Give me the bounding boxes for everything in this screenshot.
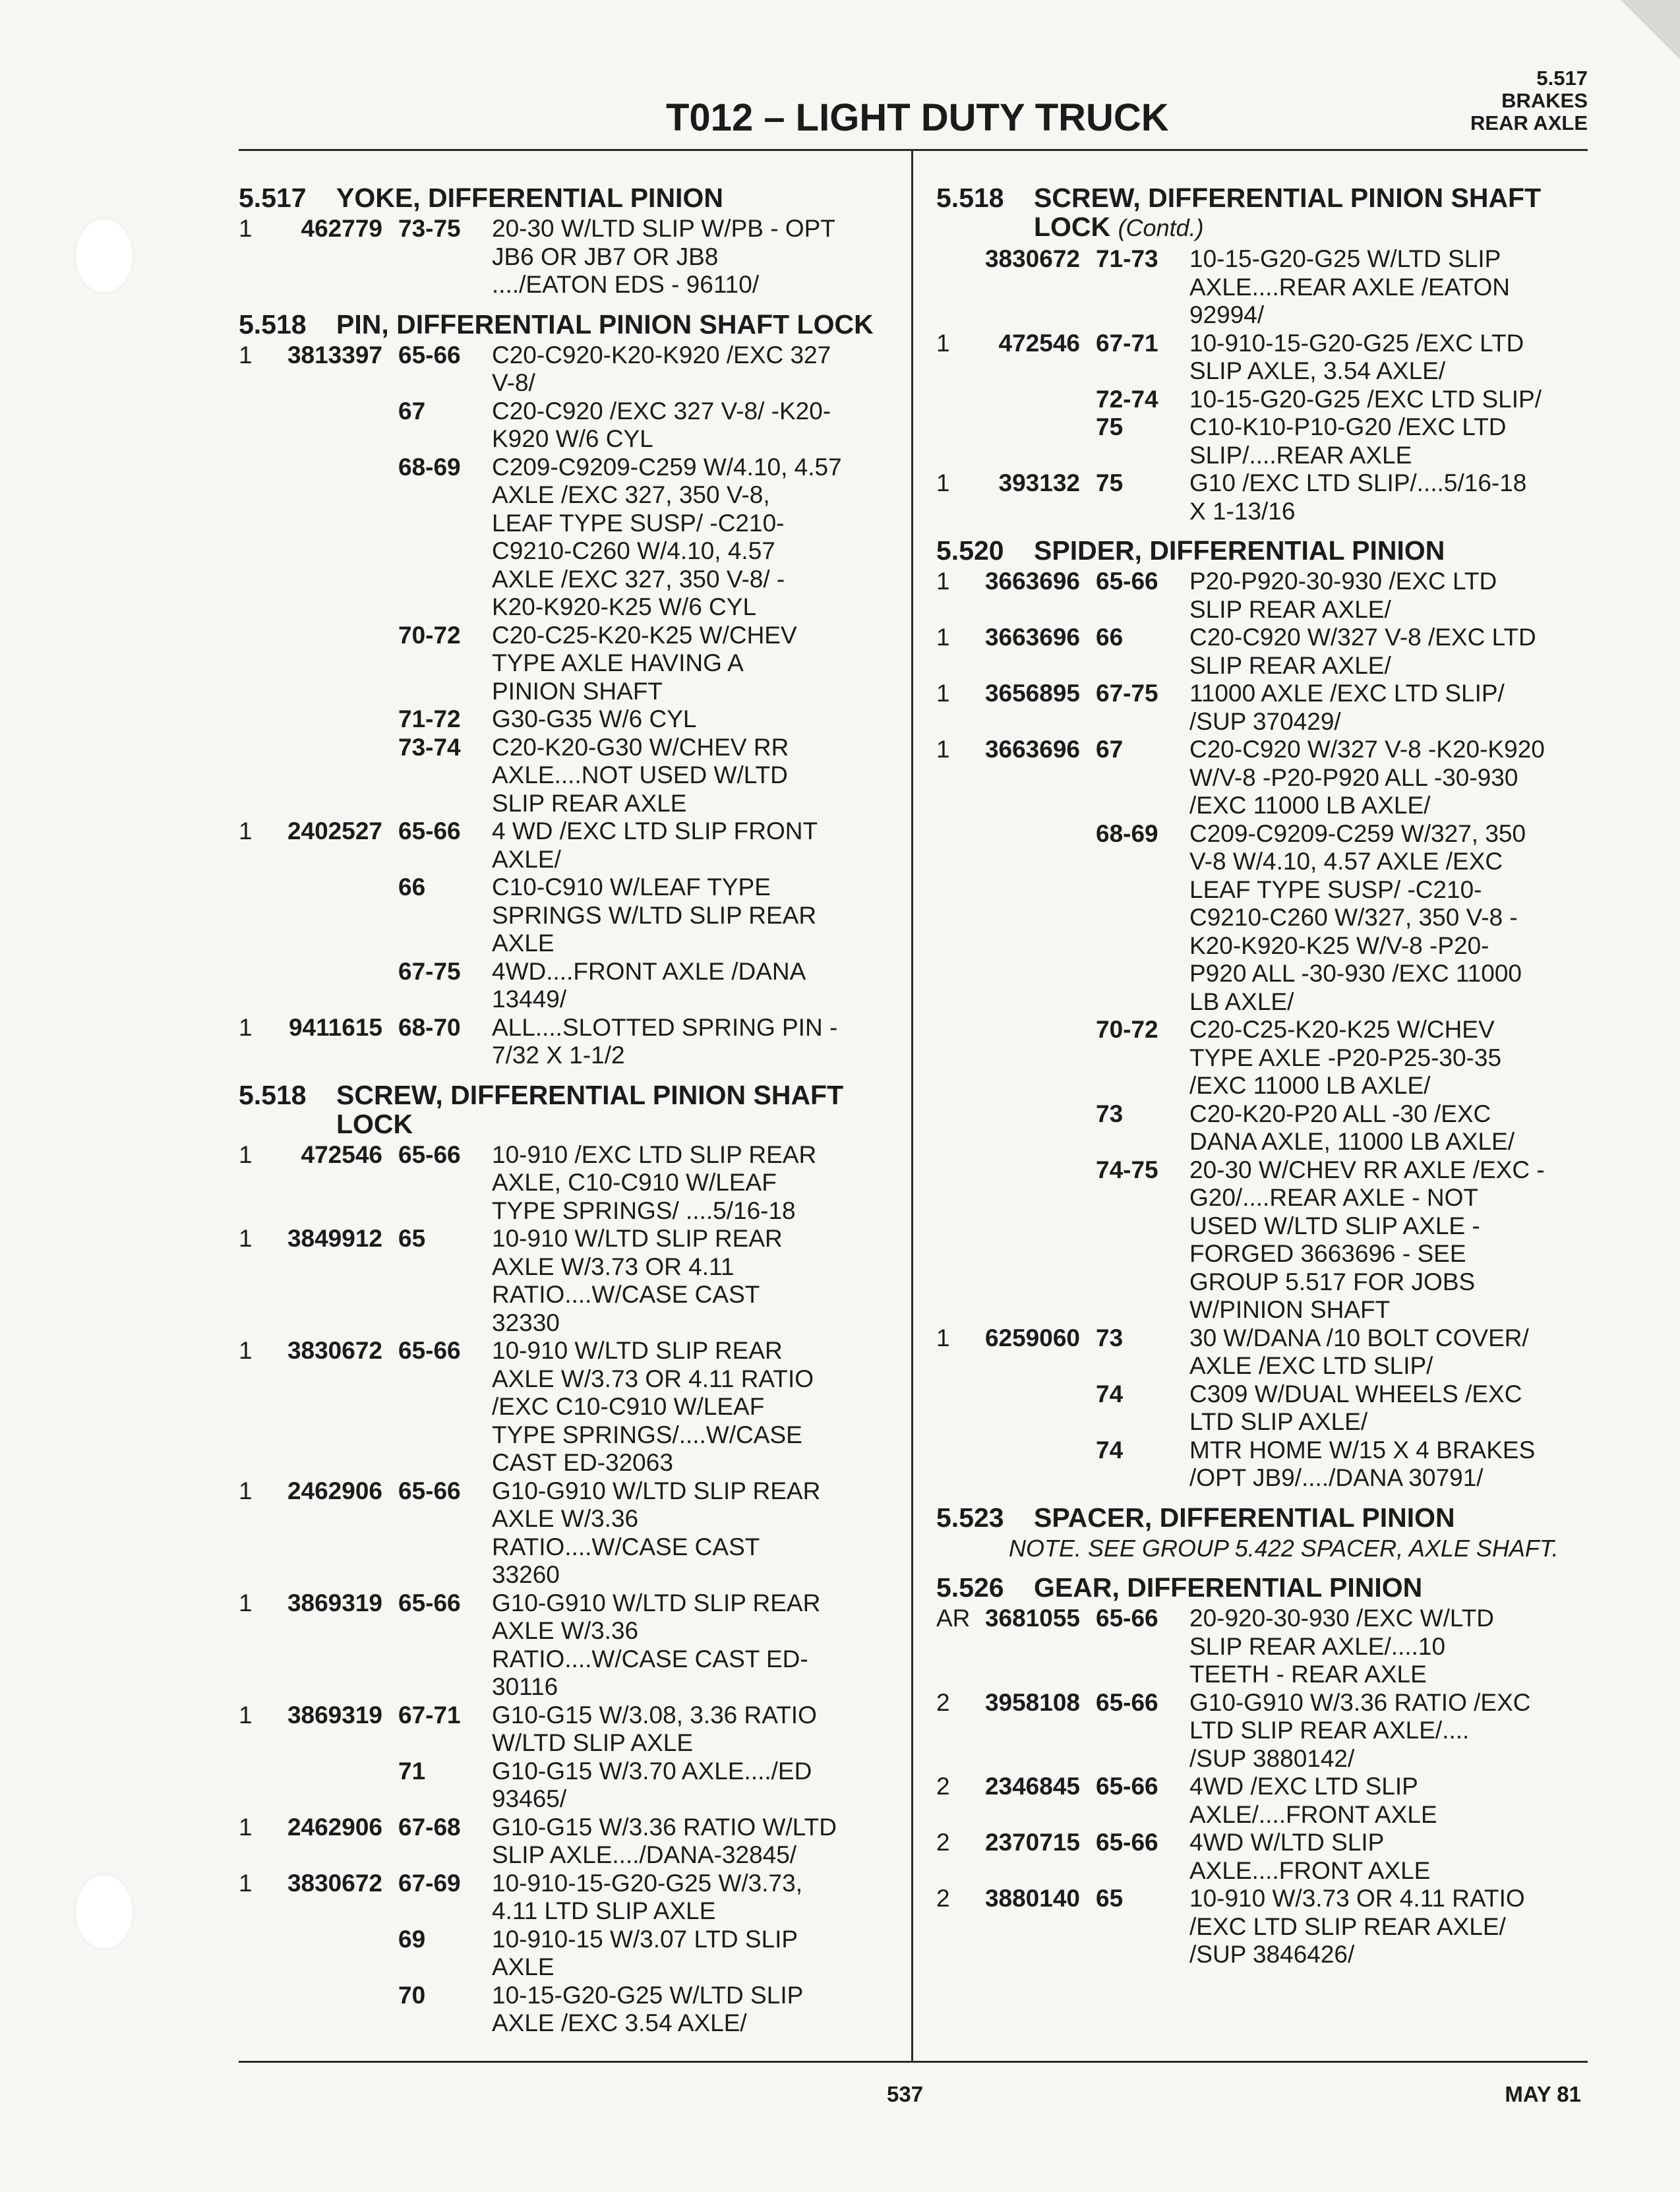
part-description: 10-15-G20-G25 W/LTD SLIP AXLE /EXC 3.54 AXLE/: [492, 1981, 804, 2036]
right-column: [936, 183, 1589, 1980]
part-number: 472546: [301, 1140, 382, 1168]
footer-rule: [239, 2061, 1588, 2063]
part-row: [239, 341, 905, 398]
model-years: 74: [1096, 1380, 1124, 1407]
parts-section: [239, 1081, 905, 2038]
part-row: [936, 245, 1589, 330]
part-description: C10-K10-P10-G20 /EXC LTD SLIP/....REAR AXLE: [1189, 413, 1507, 469]
part-description: C209-C9209-C259 W/4.10, 4.57 AXLE /EXC 327, 350 V-8, LEAF TYPE SUSP/ -C210- C9210-C260 W/4.10, 4.57 AXLE /EXC 327, 350 V-8/ - K20-K920-K25 W/6 CYL: [492, 453, 842, 620]
model-years: 67: [398, 397, 426, 425]
model-years: 70-72: [1096, 1016, 1158, 1043]
part-row: [239, 1702, 905, 1758]
model-years: 66: [1096, 624, 1124, 651]
part-number: 3830672: [287, 1337, 382, 1364]
section-title-text: SCREW, DIFFERENTIAL PINION SHAFT LOCK: [336, 1079, 844, 1139]
part-number: 393132: [998, 469, 1080, 496]
model-years: 75: [1096, 469, 1124, 496]
section-heading: [239, 310, 905, 339]
section-number: 5.518: [239, 309, 307, 340]
part-number: 462779: [301, 215, 382, 242]
part-quantity: 1: [239, 1477, 253, 1504]
part-description: C20-K20-G30 W/CHEV RR AXLE....NOT USED W/LTD SLIP REAR AXLE: [492, 733, 789, 817]
part-description: C20-C920-K20-K920 /EXC 327 V-8/: [492, 341, 831, 396]
part-number: 3813397: [287, 341, 382, 369]
model-years: 65: [398, 1225, 426, 1252]
binder-hole-top: [74, 218, 135, 294]
model-years: 67-75: [1096, 680, 1158, 707]
part-row: [239, 874, 905, 958]
part-description: G30-G35 W/6 CYL: [492, 705, 697, 732]
part-quantity: 1: [239, 1701, 253, 1729]
parts-section: [936, 1503, 1589, 1563]
part-quantity: 1: [239, 817, 253, 844]
part-description: C20-C25-K20-K25 W/CHEV TYPE AXLE HAVING A PINION SHAFT: [492, 621, 797, 705]
section-heading: [239, 183, 905, 212]
model-years: 65-66: [1096, 568, 1158, 595]
part-quantity: 1: [936, 329, 950, 357]
model-years: 65-66: [398, 1140, 461, 1168]
part-description: 10-15-G20-G25 W/LTD SLIP AXLE....REAR AXLE /EATON 92994/: [1189, 245, 1510, 328]
part-row: [936, 1689, 1589, 1773]
part-quantity: 1: [936, 1324, 950, 1351]
section-title: [1034, 1573, 1589, 1602]
section-title: [1034, 536, 1589, 565]
part-description: 20-920-30-930 /EXC W/LTD SLIP REAR AXLE/....10 TEETH - REAR AXLE: [1189, 1605, 1495, 1688]
part-quantity: AR: [936, 1605, 971, 1632]
part-quantity: 1: [936, 624, 950, 651]
section-heading: [936, 536, 1589, 565]
part-row: [936, 1437, 1589, 1493]
model-years: 73-75: [398, 215, 461, 242]
part-quantity: 2: [936, 1773, 950, 1800]
part-number: 2346845: [984, 1773, 1080, 1800]
part-description: 10-910 /EXC LTD SLIP REAR AXLE, C10-C910 W/LEAF TYPE SPRINGS/ ....5/16-18: [492, 1140, 817, 1224]
part-description: 10-910-15-G20-G25 /EXC LTD SLIP AXLE, 3.54 AXLE/: [1189, 329, 1524, 384]
part-number: 3958108: [984, 1688, 1080, 1716]
part-description: G10 /EXC LTD SLIP/....5/16-18 X 1-13/16: [1189, 469, 1527, 525]
part-row: [936, 469, 1589, 525]
model-years: 65-66: [398, 341, 461, 369]
section-heading: [936, 1573, 1589, 1602]
section-number: 5.526: [936, 1572, 1004, 1603]
model-years: 66: [398, 874, 426, 901]
model-years: 65-66: [398, 1337, 461, 1364]
section-title: [336, 1081, 905, 1139]
section-title: [1034, 183, 1589, 243]
part-description: ALL....SLOTTED SPRING PIN - 7/32 X 1-1/2: [492, 1013, 838, 1069]
part-number: 2370715: [984, 1829, 1080, 1856]
part-description: 4WD /EXC LTD SLIP AXLE/....FRONT AXLE: [1189, 1773, 1437, 1828]
part-row: [936, 680, 1589, 736]
column-divider: [911, 150, 913, 2061]
part-row: [239, 1758, 905, 1814]
part-row: [239, 1477, 905, 1589]
section-title-text: SCREW, DIFFERENTIAL PINION SHAFT LOCK: [1034, 183, 1542, 242]
model-years: 65-66: [398, 1477, 461, 1504]
part-quantity: 1: [239, 1225, 253, 1252]
part-row: [936, 1016, 1589, 1100]
section-title-text: YOKE, DIFFERENTIAL PINION: [336, 183, 723, 213]
part-description: G10-G15 W/3.08, 3.36 RATIO W/LTD SLIP AXLE: [492, 1701, 817, 1756]
model-years: 74-75: [1096, 1156, 1158, 1183]
part-number: 2462906: [287, 1813, 382, 1841]
model-years: 68-69: [398, 453, 461, 481]
part-row: [239, 1014, 905, 1070]
part-row: [239, 398, 905, 454]
part-description: 10-910-15 W/3.07 LTD SLIP AXLE: [492, 1925, 798, 1980]
model-years: 67: [1096, 736, 1124, 763]
part-quantity: 1: [936, 568, 950, 595]
part-description: 4WD....FRONT AXLE /DANA 13449/: [492, 957, 806, 1013]
model-years: 65-66: [1096, 1773, 1158, 1800]
part-description: 10-910 W/LTD SLIP REAR AXLE W/3.73 OR 4.11 RATIO /EXC C10-C910 W/LEAF TYPE SPRINGS/....W/CASE CAST ED-32063: [492, 1337, 814, 1476]
part-row: [936, 1885, 1589, 1969]
model-years: 74: [1096, 1436, 1124, 1464]
section-ref-group: BRAKES: [1501, 89, 1588, 112]
section-ref-subgroup: REAR AXLE: [1470, 111, 1588, 134]
parts-section: [936, 1573, 1589, 1969]
part-number: 2402527: [287, 817, 382, 844]
part-quantity: 1: [239, 1337, 253, 1364]
part-number: 3681055: [984, 1605, 1080, 1632]
part-row: [239, 1589, 905, 1702]
continued-label: (Contd.): [1118, 214, 1204, 241]
part-quantity: 1: [239, 341, 253, 369]
page-date: MAY 81: [1505, 2082, 1581, 2106]
page-number: 537: [887, 2082, 924, 2106]
section-number: 5.523: [936, 1502, 1004, 1533]
part-description: C209-C9209-C259 W/327, 350 V-8 W/4.10, 4.57 AXLE /EXC LEAF TYPE SUSP/ -C210- C9210-C260 W/327, 350 V-8 - K20-K920-K25 W/V-8 -P20- P920 ALL -30-930 /EXC 11000 LB AXLE/: [1189, 819, 1526, 1015]
part-number: 472546: [998, 329, 1080, 357]
part-row: [239, 705, 905, 734]
part-number: 3830672: [984, 245, 1080, 272]
part-number: 3656895: [984, 680, 1080, 707]
part-description: P20-P920-30-930 /EXC LTD SLIP REAR AXLE/: [1189, 568, 1497, 623]
section-title: [336, 310, 905, 339]
part-quantity: 1: [239, 1869, 253, 1897]
part-quantity: 1: [239, 1140, 253, 1168]
section-number: 5.518: [936, 183, 1004, 213]
part-row: [936, 1156, 1589, 1324]
model-years: 71-72: [398, 705, 461, 732]
part-description: G10-G910 W/3.36 RATIO /EXC LTD SLIP REAR AXLE/.... /SUP 3880142/: [1189, 1688, 1531, 1772]
model-years: 65-66: [398, 1589, 461, 1616]
left-column: [239, 183, 905, 2048]
part-number: 9411615: [288, 1013, 382, 1041]
model-years: 69: [398, 1925, 426, 1953]
part-row: [936, 1380, 1589, 1437]
part-row: [936, 568, 1589, 624]
part-description: MTR HOME W/15 X 4 BRAKES /OPT JB9/..../DANA 30791/: [1189, 1436, 1536, 1491]
part-quantity: 2: [936, 1688, 950, 1716]
section-number: 5.518: [239, 1079, 307, 1110]
part-row: [239, 1982, 905, 2038]
model-years: 65-66: [1096, 1829, 1158, 1856]
part-row: [936, 1324, 1589, 1380]
part-description: C20-K20-P20 ALL -30 /EXC DANA AXLE, 11000 LB AXLE/: [1189, 1100, 1515, 1155]
model-years: 75: [1096, 413, 1124, 440]
part-description: 20-30 W/CHEV RR AXLE /EXC - G20/....REAR AXLE - NOT USED W/LTD SLIP AXLE - FORGED 3663696 - SEE GROUP 5.517 FOR JOBS W/PINION SHAFT: [1189, 1156, 1545, 1323]
part-row: [936, 1100, 1589, 1156]
part-description: G10-G910 W/LTD SLIP REAR AXLE W/3.36 RATIO....W/CASE CAST 33260: [492, 1477, 821, 1588]
part-quantity: 1: [239, 1589, 253, 1616]
part-number: 3880140: [984, 1885, 1080, 1912]
part-row: [936, 624, 1589, 680]
part-row: [936, 1605, 1589, 1689]
part-row: [239, 1141, 905, 1226]
part-description: G10-G910 W/LTD SLIP REAR AXLE W/3.36 RATIO....W/CASE CAST ED- 30116: [492, 1589, 821, 1700]
part-description: C20-C920 W/327 V-8 -K20-K920 W/V-8 -P20-P920 ALL -30-930 /EXC 11000 LB AXLE/: [1189, 736, 1545, 819]
page-title: T012 – LIGHT DUTY TRUCK: [666, 96, 1169, 139]
model-years: 72-74: [1096, 385, 1158, 413]
part-description: 10-15-G20-G25 /EXC LTD SLIP/: [1189, 385, 1542, 413]
parts-section: [239, 183, 905, 299]
part-quantity: 1: [936, 469, 950, 496]
part-description: C20-C25-K20-K25 W/CHEV TYPE AXLE -P20-P25-30-35 /EXC 11000 LB AXLE/: [1189, 1016, 1502, 1099]
part-description: 11000 AXLE /EXC LTD SLIP/ /SUP 370429/: [1189, 680, 1505, 735]
part-quantity: 2: [936, 1885, 950, 1912]
model-years: 67-69: [398, 1869, 461, 1897]
part-row: [239, 1337, 905, 1477]
section-number: 5.517: [239, 183, 307, 213]
part-row: [239, 1926, 905, 1982]
part-number: 3663696: [984, 736, 1080, 763]
part-description: G10-G15 W/3.36 RATIO W/LTD SLIP AXLE..../DANA-32845/: [492, 1813, 837, 1868]
model-years: 73: [1096, 1324, 1124, 1351]
header-rule: [239, 149, 1588, 151]
part-row: [936, 386, 1589, 414]
model-years: 71-73: [1096, 245, 1158, 272]
part-row: [936, 330, 1589, 386]
part-description: C10-C910 W/LEAF TYPE SPRINGS W/LTD SLIP REAR AXLE: [492, 874, 817, 957]
part-row: [239, 958, 905, 1014]
part-description: C309 W/DUAL WHEELS /EXC LTD SLIP AXLE/: [1189, 1380, 1522, 1435]
model-years: 67-68: [398, 1813, 461, 1841]
section-title-text: GEAR, DIFFERENTIAL PINION: [1034, 1572, 1423, 1603]
model-years: 73-74: [398, 733, 461, 761]
section-title-text: SPIDER, DIFFERENTIAL PINION: [1034, 535, 1445, 566]
part-number: 3663696: [984, 568, 1080, 595]
parts-section: [936, 536, 1589, 1493]
part-description: 10-910-15-G20-G25 W/3.73, 4.11 LTD SLIP AXLE: [492, 1869, 802, 1924]
model-years: 70-72: [398, 621, 461, 649]
part-description: 4WD W/LTD SLIP AXLE....FRONT AXLE: [1189, 1829, 1431, 1884]
part-row: [936, 1773, 1589, 1829]
model-years: 67-75: [398, 957, 461, 985]
part-number: 3849912: [287, 1225, 382, 1252]
part-row: [239, 734, 905, 818]
part-number: 3869319: [287, 1701, 382, 1729]
section-number: 5.520: [936, 535, 1004, 566]
binder-hole-bottom: [74, 1874, 135, 1950]
section-reference: [1470, 67, 1588, 134]
part-row: [239, 622, 905, 706]
part-row: [936, 1829, 1589, 1885]
section-title-text: PIN, DIFFERENTIAL PINION SHAFT LOCK: [336, 309, 874, 340]
part-quantity: 2: [936, 1829, 950, 1856]
section-heading: [936, 183, 1589, 243]
part-description: 30 W/DANA /10 BOLT COVER/ AXLE /EXC LTD SLIP/: [1189, 1324, 1529, 1379]
part-row: [239, 454, 905, 622]
page-corner-fold: [1621, 0, 1680, 59]
model-years: 73: [1096, 1100, 1124, 1127]
part-number: 3830672: [287, 1869, 382, 1897]
part-row: [936, 820, 1589, 1017]
part-quantity: 1: [936, 680, 950, 707]
model-years: 67-71: [398, 1701, 461, 1729]
part-quantity: 1: [239, 1813, 253, 1841]
part-row: [239, 215, 905, 299]
part-row: [936, 413, 1589, 469]
model-years: 65: [1096, 1885, 1124, 1912]
part-description: 10-910 W/3.73 OR 4.11 RATIO /EXC LTD SLIP REAR AXLE/ /SUP 3846426/: [1189, 1885, 1525, 1968]
section-title: [336, 183, 905, 212]
section-title-text: SPACER, DIFFERENTIAL PINION: [1034, 1502, 1455, 1533]
part-description: C20-C920 W/327 V-8 /EXC LTD SLIP REAR AXLE/: [1189, 624, 1536, 679]
part-row: [239, 1870, 905, 1926]
part-description: 20-30 W/LTD SLIP W/PB - OPT JB6 OR JB7 OR JB8 ..../EATON EDS - 96110/: [492, 215, 835, 298]
section-ref-number: 5.517: [1536, 67, 1588, 90]
part-quantity: 1: [239, 215, 253, 242]
part-description: C20-C920 /EXC 327 V-8/ -K20- K920 W/6 CYL: [492, 397, 831, 452]
section-heading: [936, 1503, 1589, 1532]
parts-section: [936, 183, 1589, 525]
part-quantity: 1: [239, 1013, 253, 1041]
model-years: 70: [398, 1981, 426, 2009]
part-row: [239, 817, 905, 874]
part-number: 3869319: [287, 1589, 382, 1616]
model-years: 68-70: [398, 1013, 461, 1041]
part-row: [936, 736, 1589, 820]
model-years: 67-71: [1096, 329, 1158, 357]
part-number: 6259060: [984, 1324, 1080, 1351]
section-note: NOTE. SEE GROUP 5.422 SPACER, AXLE SHAFT.: [1009, 1534, 1559, 1562]
section-heading: [239, 1081, 905, 1139]
model-years: 65-66: [1096, 1605, 1158, 1632]
model-years: 65-66: [1096, 1688, 1158, 1716]
part-description: 10-910 W/LTD SLIP REAR AXLE W/3.73 OR 4.11 RATIO....W/CASE CAST 32330: [492, 1225, 783, 1336]
part-quantity: 1: [936, 736, 950, 763]
section-title: [1034, 1503, 1589, 1532]
part-row: [239, 1225, 905, 1337]
model-years: 71: [398, 1757, 426, 1785]
parts-section: [239, 310, 905, 1070]
model-years: 65-66: [398, 817, 461, 844]
part-number: 2462906: [287, 1477, 382, 1504]
model-years: 68-69: [1096, 819, 1158, 847]
part-description: G10-G15 W/3.70 AXLE..../ED 93465/: [492, 1757, 812, 1812]
part-description: 4 WD /EXC LTD SLIP FRONT AXLE/: [492, 817, 818, 873]
part-row: [239, 1814, 905, 1870]
part-number: 3663696: [984, 624, 1080, 651]
